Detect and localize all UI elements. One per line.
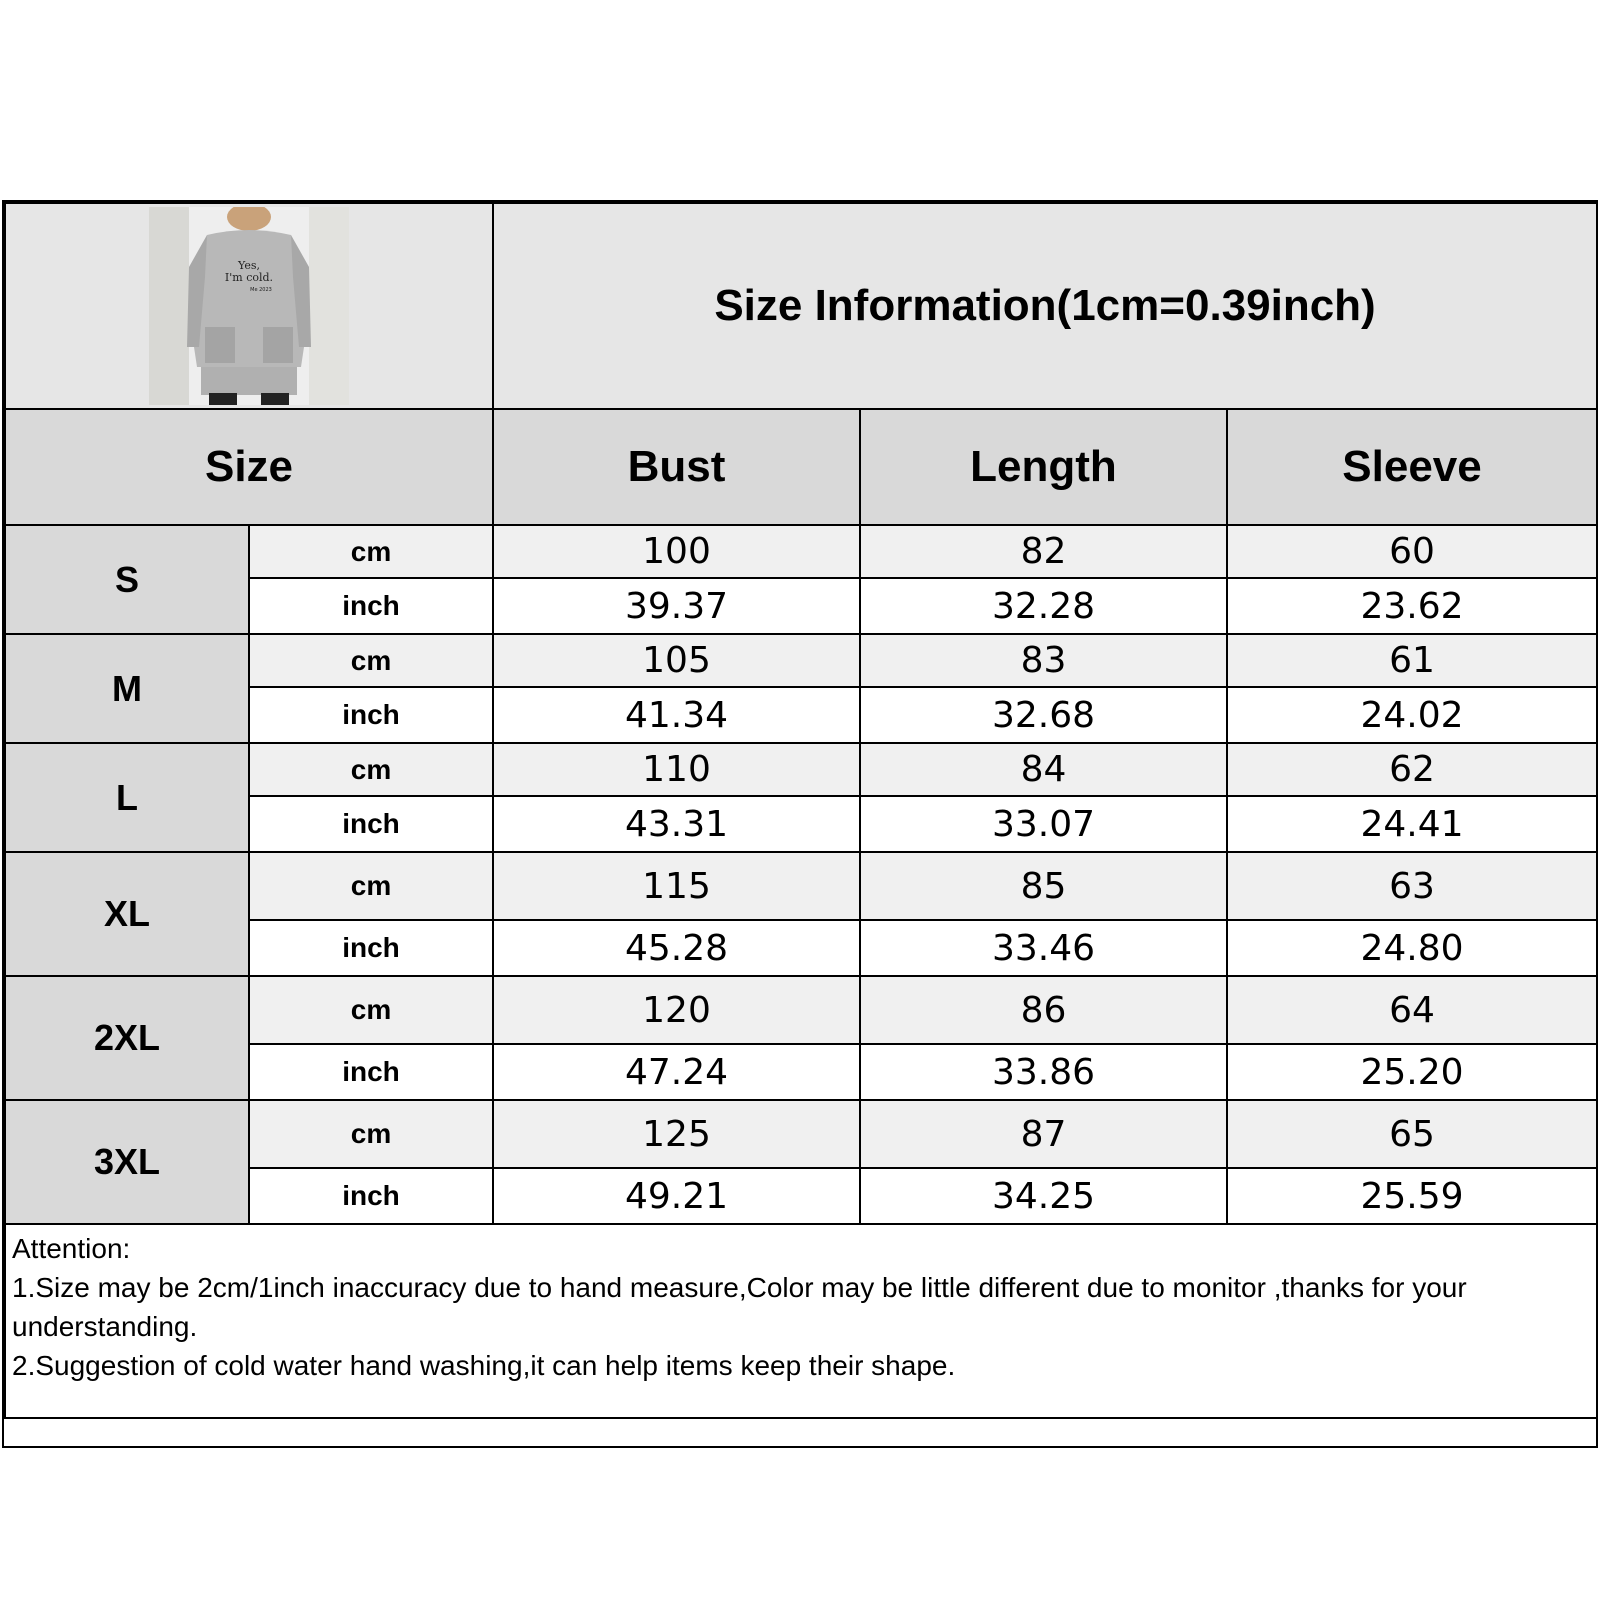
value-cell: 41.34 (493, 687, 860, 743)
value-cell: 125 (493, 1100, 860, 1168)
value-cell: 39.37 (493, 578, 860, 634)
value-cell: 33.86 (860, 1044, 1227, 1100)
product-photo (149, 207, 349, 405)
size-label: S (5, 525, 249, 634)
table-row (5, 525, 1597, 578)
unit-label-cm: cm (249, 1100, 493, 1168)
note-heading: Attention: (12, 1233, 131, 1264)
attention-notes (5, 1224, 1597, 1418)
value-cell: 115 (493, 852, 860, 920)
size-label: 2XL (5, 976, 249, 1100)
size-label: M (5, 634, 249, 743)
value-cell: 43.31 (493, 796, 860, 852)
unit-label-cm: cm (249, 634, 493, 687)
value-cell: 49.21 (493, 1168, 860, 1224)
value-cell: 32.28 (860, 578, 1227, 634)
size-table (4, 202, 1598, 1419)
shirt-text-3: Me 2023 (250, 287, 272, 293)
value-cell: 83 (860, 634, 1227, 687)
value-cell: 62 (1227, 743, 1597, 796)
value-cell: 32.68 (860, 687, 1227, 743)
value-cell: 61 (1227, 634, 1597, 687)
size-label: 3XL (5, 1100, 249, 1224)
value-cell: 25.59 (1227, 1168, 1597, 1224)
value-cell: 100 (493, 525, 860, 578)
value-cell: 87 (860, 1100, 1227, 1168)
note-line2: 2.Suggestion of cold water hand washing,it can help items keep their shape. (12, 1350, 956, 1381)
table-row (5, 743, 1597, 796)
column-header-sleeve: Sleeve (1227, 409, 1597, 525)
table-row (5, 1100, 1597, 1168)
value-cell: 110 (493, 743, 860, 796)
table-row (5, 634, 1597, 687)
value-cell: 63 (1227, 852, 1597, 920)
value-cell: 25.20 (1227, 1044, 1597, 1100)
value-cell: 85 (860, 852, 1227, 920)
unit-label-cm: cm (249, 525, 493, 578)
value-cell: 120 (493, 976, 860, 1044)
unit-label-cm: cm (249, 852, 493, 920)
value-cell: 47.24 (493, 1044, 860, 1100)
value-cell: 34.25 (860, 1168, 1227, 1224)
value-cell: 82 (860, 525, 1227, 578)
page-title: Size Information(1cm=0.39inch) (493, 203, 1597, 409)
unit-label-inch: inch (249, 687, 493, 743)
size-label: XL (5, 852, 249, 976)
value-cell: 23.62 (1227, 578, 1597, 634)
value-cell: 45.28 (493, 920, 860, 976)
value-cell: 86 (860, 976, 1227, 1044)
value-cell: 60 (1227, 525, 1597, 578)
column-header-length: Length (860, 409, 1227, 525)
value-cell: 24.02 (1227, 687, 1597, 743)
note-line1: 1.Size may be 2cm/1inch inaccuracy due to hand measure,Color may be little different due to monitor ,thanks for your understanding. (12, 1272, 1467, 1342)
product-photo-cell (5, 203, 493, 409)
table-row (5, 852, 1597, 920)
value-cell: 65 (1227, 1100, 1597, 1168)
column-header-size: Size (5, 409, 493, 525)
size-chart (2, 200, 1598, 1448)
value-cell: 33.46 (860, 920, 1227, 976)
value-cell: 24.41 (1227, 796, 1597, 852)
value-cell: 24.80 (1227, 920, 1597, 976)
unit-label-inch: inch (249, 1168, 493, 1224)
notes-row (5, 1224, 1597, 1418)
size-label: L (5, 743, 249, 852)
value-cell: 105 (493, 634, 860, 687)
unit-label-cm: cm (249, 743, 493, 796)
unit-label-inch: inch (249, 796, 493, 852)
table-row (5, 976, 1597, 1044)
unit-label-inch: inch (249, 578, 493, 634)
unit-label-inch: inch (249, 920, 493, 976)
unit-label-cm: cm (249, 976, 493, 1044)
shirt-text-2: I'm cold. (224, 271, 274, 284)
value-cell: 64 (1227, 976, 1597, 1044)
value-cell: 84 (860, 743, 1227, 796)
shirt-text-1: Yes, (238, 259, 260, 272)
value-cell: 33.07 (860, 796, 1227, 852)
column-header-bust: Bust (493, 409, 860, 525)
unit-label-inch: inch (249, 1044, 493, 1100)
